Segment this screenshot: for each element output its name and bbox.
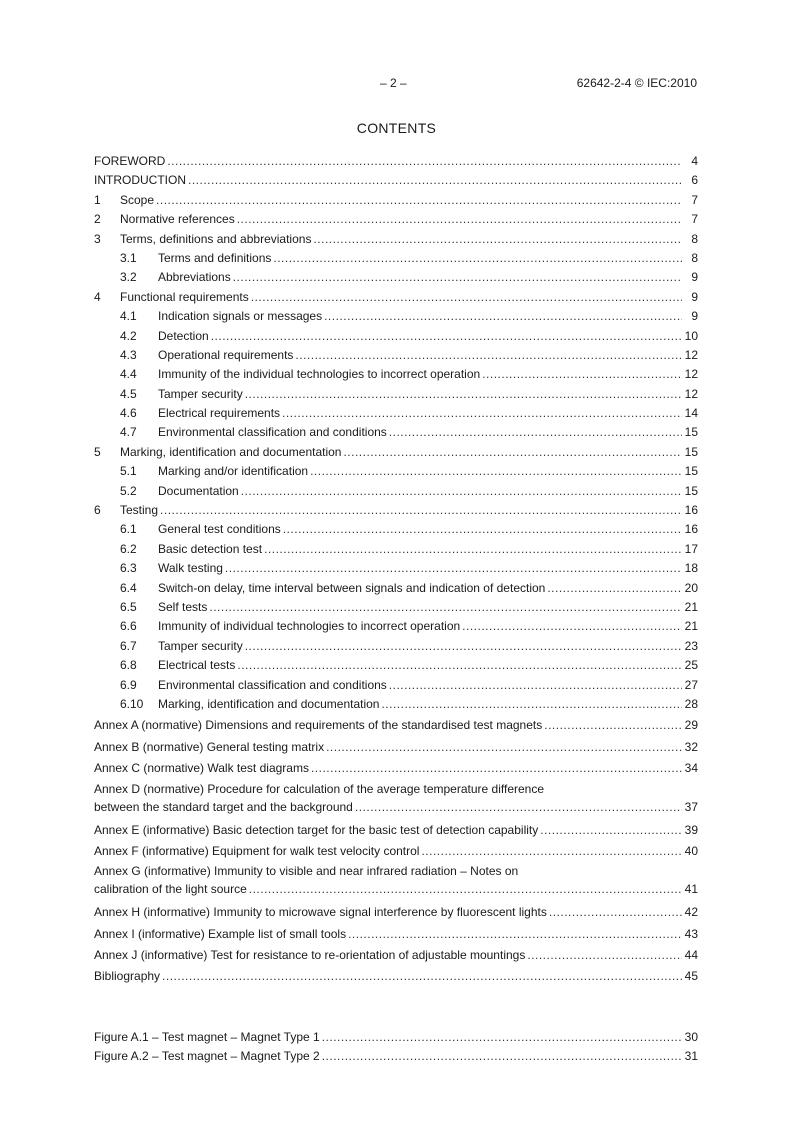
dot-leader (167, 152, 682, 171)
figure-entry-label: Figure A.1 – Test magnet – Magnet Type 1 (94, 1030, 320, 1044)
dot-leader (482, 365, 682, 384)
dot-leader (225, 559, 682, 578)
toc-entry[interactable] (94, 781, 698, 819)
dot-leader (549, 903, 682, 922)
dot-leader (251, 288, 682, 307)
toc-entry-page: 17 (684, 541, 698, 556)
dot-leader (209, 598, 682, 617)
toc-entry[interactable] (94, 482, 698, 501)
toc-entry[interactable] (94, 520, 698, 539)
toc-entry-line (120, 656, 698, 675)
toc-entry-label: Annex H (informative) Immunity to microwave signal interference by fluorescent lights (94, 905, 547, 920)
toc-entry[interactable] (94, 863, 698, 901)
toc-entry-label: Annex A (normative) Dimensions and requirements of the standardised test magnets (94, 718, 543, 733)
toc-entry[interactable] (94, 327, 698, 346)
toc-entry[interactable] (94, 946, 698, 965)
toc-entry-page: 8 (691, 231, 698, 246)
toc-entry-label: Electrical tests (158, 658, 236, 673)
toc-entry-label: Annex J (informative) Test for resistance to re-orientation of adjustable mountings (94, 948, 526, 963)
toc-entry-label: Environmental classification and conditions (158, 425, 387, 440)
standard-reference: 62642-2-4 © IEC:2010 (576, 76, 697, 90)
toc-entry-label: Marking, identification and documentation (158, 696, 380, 711)
toc-entry[interactable] (94, 695, 698, 714)
toc-entry[interactable] (94, 404, 698, 423)
dot-leader (282, 404, 682, 423)
toc-entry-page: 12 (684, 347, 698, 362)
dot-leader (188, 171, 682, 190)
toc-entry-label: Self tests (158, 599, 208, 614)
toc-entry-label: Annex B (normative) General testing matrix (94, 739, 325, 754)
dot-leader (237, 656, 682, 675)
toc-entry[interactable] (94, 268, 698, 287)
dot-leader (421, 842, 682, 861)
toc-entry-page: 15 (684, 425, 698, 440)
toc-entry-page: 25 (684, 658, 698, 673)
figure-entry-line (94, 1028, 698, 1047)
toc-entry-label: INTRODUCTION (94, 173, 186, 188)
toc-entry-label: Abbreviations (158, 270, 231, 285)
dot-leader (237, 210, 682, 229)
toc-entry-page: 42 (684, 905, 698, 920)
toc-entry-label: Terms and definitions (158, 250, 272, 265)
dot-leader (211, 327, 682, 346)
toc-entry-page: 37 (684, 799, 698, 814)
toc-entry[interactable] (94, 385, 698, 404)
toc-entry-label: General test conditions (158, 522, 281, 537)
toc-entry-line (120, 327, 698, 346)
toc-entry-page: 16 (684, 503, 698, 518)
toc-entry-page: 21 (684, 599, 698, 614)
toc-entry-label: Annex C (normative) Walk test diagrams (94, 761, 309, 776)
toc-entry[interactable] (94, 346, 698, 365)
toc-entry-line (94, 191, 698, 210)
toc-entry-page: 39 (684, 822, 698, 837)
toc-entry-line (94, 443, 698, 462)
toc-entry-line (94, 230, 698, 249)
toc-entry-page: 9 (691, 309, 698, 324)
toc-entry-page: 43 (684, 926, 698, 941)
dot-leader (544, 716, 682, 735)
toc-entry-number: 6.8 (120, 658, 137, 673)
toc-entry-page: 15 (684, 464, 698, 479)
toc-entry-label: Annex E (informative) Basic detection target for the basic test of detection capability (94, 822, 539, 837)
toc-entry-line (94, 842, 698, 861)
toc-entry-line (120, 385, 698, 404)
toc-entry-page: 23 (684, 638, 698, 653)
toc-entry[interactable] (94, 171, 698, 190)
toc-entry-page: 15 (684, 444, 698, 459)
dot-leader (547, 579, 682, 598)
toc-entry[interactable] (94, 903, 698, 922)
toc-entry-label: Marking and/or identification (158, 464, 309, 479)
dot-leader (233, 268, 682, 287)
figure-entry[interactable] (94, 1028, 698, 1047)
toc-entry-label: Electrical requirements (158, 406, 281, 421)
toc-entry-page: 20 (684, 580, 698, 595)
toc-entry-number: 3.2 (120, 270, 137, 285)
toc-entry-line (94, 210, 698, 229)
toc-entry[interactable] (94, 210, 698, 229)
toc-entry-page: 8 (691, 250, 698, 265)
toc-entry-line (94, 288, 698, 307)
dot-leader (264, 540, 682, 559)
toc-entry-label: Annex G (informative) Immunity to visible and near infrared radiation – Notes on (94, 864, 519, 879)
list-of-figures (94, 1028, 698, 1067)
toc-entry-number: 4.4 (120, 367, 137, 382)
toc-entry-line (120, 365, 698, 384)
toc-entry[interactable] (94, 738, 698, 757)
dot-leader (322, 1028, 682, 1047)
toc-entry-page: 10 (684, 328, 698, 343)
dot-leader (162, 967, 682, 986)
toc-entry-number: 6.5 (120, 599, 137, 614)
toc-entry[interactable] (94, 559, 698, 578)
toc-entry[interactable] (94, 598, 698, 617)
toc-entry-page: 9 (691, 270, 698, 285)
toc-entry-line (94, 967, 698, 986)
toc-entry-line (94, 798, 698, 817)
toc-entry-line (120, 404, 698, 423)
toc-entry-line (94, 903, 698, 922)
toc-entry-line (94, 880, 698, 899)
toc-entry-label: Bibliography (94, 969, 161, 984)
toc-entry-label: Basic detection test (158, 541, 263, 556)
toc-entry-line (120, 520, 698, 539)
toc-entry[interactable] (94, 676, 698, 695)
toc-entry-number: 2 (94, 212, 101, 227)
toc-entry-label: Walk testing (158, 561, 223, 576)
toc-entry-number: 5.2 (120, 483, 137, 498)
dot-leader (326, 738, 682, 757)
toc-entry[interactable] (94, 637, 698, 656)
toc-entry-line (94, 946, 698, 965)
toc-entry[interactable] (94, 617, 698, 636)
toc-entry-page: 18 (684, 561, 698, 576)
toc-entry-page: 32 (684, 739, 698, 754)
dot-leader (322, 1047, 682, 1066)
toc-entry-label: Marking, identification and documentation (120, 444, 342, 459)
page-number: – 2 – (380, 76, 407, 90)
toc-entry-line (94, 759, 698, 778)
toc-entry[interactable] (94, 365, 698, 384)
dot-leader (527, 946, 682, 965)
dot-leader (389, 423, 682, 442)
toc-entry-line (120, 617, 698, 636)
toc-entry-number: 5 (94, 444, 101, 459)
figure-entry-page: 31 (684, 1049, 698, 1064)
toc-entry[interactable] (94, 540, 698, 559)
toc-entry-line (120, 695, 698, 714)
toc-entry-line (120, 637, 698, 656)
toc-entry-page: 6 (691, 173, 698, 188)
toc-entry-label: Annex D (normative) Procedure for calculation of the average temperature difference (94, 781, 545, 796)
dot-leader (156, 191, 682, 210)
toc-entry-number: 1 (94, 192, 101, 207)
dot-leader (273, 249, 682, 268)
toc-entry[interactable] (94, 191, 698, 210)
toc-entry-label: Environmental classification and conditions (158, 677, 387, 692)
toc-entry-page: 16 (684, 522, 698, 537)
figure-entry[interactable] (94, 1047, 698, 1066)
toc-entry[interactable] (94, 443, 698, 462)
toc-entry-line (94, 152, 698, 171)
dot-leader (249, 880, 682, 899)
toc-entry-label: Functional requirements (120, 289, 249, 304)
toc-entry-label: Annex I (informative) Example list of small tools (94, 926, 347, 941)
toc-entry-label: Indication signals or messages (158, 309, 323, 324)
toc-entry-number: 4.1 (120, 309, 137, 324)
figure-entry-label: Figure A.2 – Test magnet – Magnet Type 2 (94, 1049, 320, 1064)
dot-leader (540, 821, 682, 840)
toc-entry-label: Scope (120, 192, 155, 207)
dot-leader (343, 443, 682, 462)
dot-leader (381, 695, 682, 714)
toc-entry-line (120, 482, 698, 501)
toc-entry[interactable] (94, 967, 698, 986)
toc-entry-page: 45 (684, 969, 698, 984)
toc-entry-number: 4.2 (120, 328, 137, 343)
toc-entry-label: Normative references (120, 212, 235, 227)
toc-entry-line (120, 676, 698, 695)
toc-entry-number: 6.9 (120, 677, 137, 692)
toc-entry-page: 27 (684, 677, 698, 692)
toc-entry-line (120, 268, 698, 287)
toc-entry-line (94, 716, 698, 735)
dot-leader (241, 482, 682, 501)
toc-entry[interactable] (94, 656, 698, 675)
toc-entry[interactable] (94, 288, 698, 307)
toc-entry-page: 41 (684, 882, 698, 897)
toc-entry-label: Immunity of individual technologies to incorrect operation (158, 619, 461, 634)
toc-entry-number: 6.1 (120, 522, 137, 537)
toc-entry-page: 29 (684, 718, 698, 733)
toc-entry-line (94, 821, 698, 840)
toc-entry-number: 6.3 (120, 561, 137, 576)
toc-entry-page: 12 (684, 367, 698, 382)
toc-entry-page: 12 (684, 386, 698, 401)
toc-entry-label-continued: between the standard target and the background (94, 799, 353, 814)
toc-entry-page: 14 (684, 406, 698, 421)
toc-entry-line (94, 925, 698, 944)
toc-entry-number: 3.1 (120, 250, 137, 265)
toc-entry-number: 6 (94, 503, 101, 518)
toc-entry-line (120, 307, 698, 326)
dot-leader (311, 759, 682, 778)
dot-leader (324, 307, 682, 326)
toc-entry-number: 4.3 (120, 347, 137, 362)
toc-entry[interactable] (94, 925, 698, 944)
toc-entry-label: Terms, definitions and abbreviations (120, 231, 312, 246)
toc-entry-line (120, 579, 698, 598)
toc-entry[interactable] (94, 249, 698, 268)
dot-leader (313, 230, 682, 249)
dot-leader (355, 798, 682, 817)
toc-entry[interactable] (94, 423, 698, 442)
toc-entry-page: 4 (691, 154, 698, 168)
toc-entry-number: 4.6 (120, 406, 137, 421)
toc-entry-page: 15 (684, 483, 698, 498)
toc-entry-line (120, 462, 698, 481)
toc-entry-line (120, 540, 698, 559)
dot-leader (462, 617, 682, 636)
toc-entry[interactable] (94, 230, 698, 249)
toc-entry-page: 7 (691, 192, 698, 207)
toc-entry-number: 4.5 (120, 386, 137, 401)
toc-entry-page: 28 (684, 696, 698, 711)
toc-entry-label: Operational requirements (158, 347, 294, 362)
toc-entry-number: 6.2 (120, 541, 137, 556)
toc-entry-line (120, 423, 698, 442)
figure-entry-page: 30 (684, 1030, 698, 1044)
toc-entry[interactable] (94, 759, 698, 778)
toc-entry-line (120, 346, 698, 365)
toc-entry-line (120, 559, 698, 578)
table-of-contents (94, 152, 698, 987)
toc-entry-line (120, 249, 698, 268)
toc-entry-line (94, 501, 698, 520)
toc-entry-number: 6.6 (120, 619, 137, 634)
toc-entry-number: 6.4 (120, 580, 137, 595)
toc-entry-page: 44 (684, 948, 698, 963)
toc-entry-number: 4.7 (120, 425, 137, 440)
toc-entry-label: Switch-on delay, time interval between signals and indication of detection (158, 580, 546, 595)
toc-entry-label: Detection (158, 328, 209, 343)
figure-entry-line (94, 1047, 698, 1066)
contents-title: CONTENTS (356, 120, 437, 136)
dot-leader (245, 385, 682, 404)
toc-entry-line (94, 171, 698, 190)
toc-entry[interactable] (94, 716, 698, 735)
toc-entry[interactable] (94, 821, 698, 840)
toc-entry-label: Immunity of the individual technologies to incorrect operation (158, 367, 481, 382)
dot-leader (389, 676, 682, 695)
dot-leader (160, 501, 682, 520)
toc-entry[interactable] (94, 462, 698, 481)
dot-leader (295, 346, 682, 365)
toc-entry-label: Tamper security (158, 386, 243, 401)
toc-entry-label: Documentation (158, 483, 239, 498)
toc-entry[interactable] (94, 579, 698, 598)
toc-entry-page: 21 (684, 619, 698, 634)
toc-entry-label-continued: calibration of the light source (94, 882, 247, 897)
toc-entry-number: 6.10 (120, 696, 144, 711)
toc-entry-line (94, 738, 698, 757)
toc-entry[interactable] (94, 501, 698, 520)
toc-entry-number: 4 (94, 289, 101, 304)
toc-entry[interactable] (94, 842, 698, 861)
toc-entry[interactable] (94, 307, 698, 326)
toc-entry-line (120, 598, 698, 617)
toc-entry-label: FOREWORD (94, 154, 166, 168)
toc-entry-number: 6.7 (120, 638, 137, 653)
toc-entry-number: 3 (94, 231, 101, 246)
toc-entry-label: Annex F (informative) Equipment for walk test velocity control (94, 843, 420, 858)
toc-entry-number: 5.1 (120, 464, 137, 479)
toc-entry[interactable] (94, 152, 698, 171)
toc-entry-label: Testing (120, 503, 159, 518)
toc-entry-page: 40 (684, 843, 698, 858)
toc-entry-label: Tamper security (158, 638, 243, 653)
dot-leader (348, 925, 682, 944)
dot-leader (245, 637, 682, 656)
dot-leader (283, 520, 682, 539)
toc-entry-page: 9 (691, 289, 698, 304)
toc-entry-page: 34 (684, 761, 698, 776)
dot-leader (310, 462, 682, 481)
toc-entry-page: 7 (691, 212, 698, 227)
